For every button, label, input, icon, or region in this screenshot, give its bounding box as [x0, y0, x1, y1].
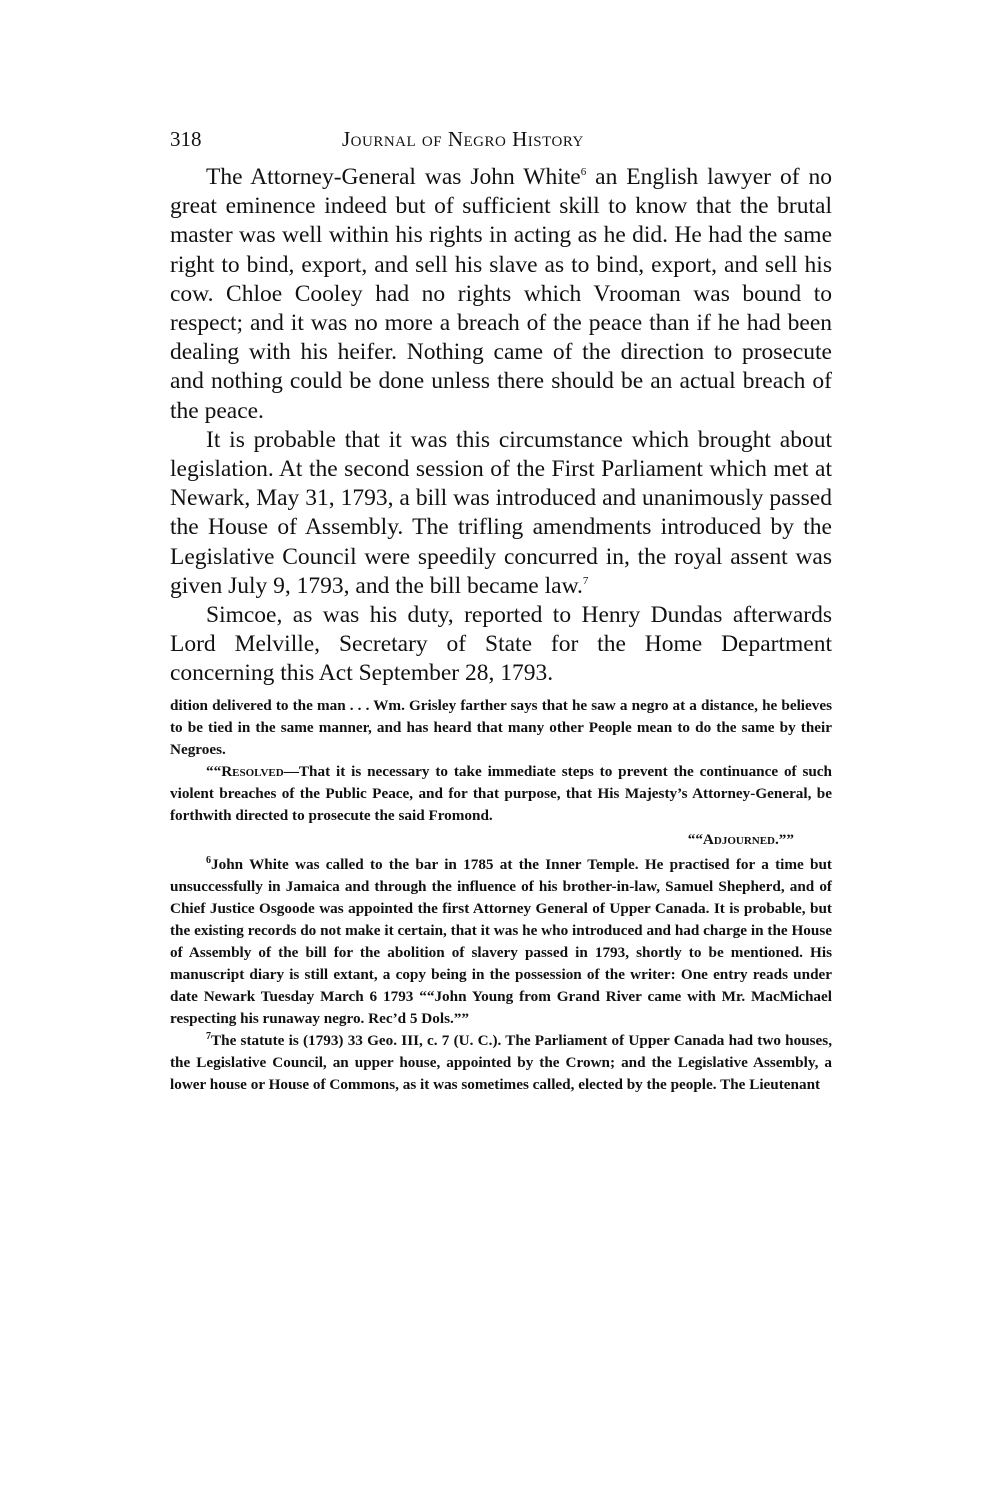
footnote-ref-7: 7: [582, 575, 589, 588]
paragraph-1: [170, 163, 832, 426]
document-page: [170, 127, 832, 1096]
footnote-7: [170, 1030, 832, 1096]
paragraph-2-text: It is probable that it was this circumstance which brought about legislation. At the second session of the First Parliament which met at Newark, May 31, 1793, a bill was introduced and unanimously passed the House of Assembly. The trifling amendments introduced by the Legislative Council were speedily concurred in, the royal assent was given July 9, 1793, and the bill became law.: [170, 426, 832, 599]
body-text: [170, 163, 832, 689]
footnote-6-text: John White was called to the bar in 1785 at the Inner Temple. He practised for a time but unsuccessfully in Jamaica and through the influence of his brother-in-law, Samuel Shepherd, and of Chief Justice Osgoode was appointed the first Attorney General of Upper Canada. It is probable, but the existing records do not make it certain, that it was he who introduced and had charge in the House of Assembly of the bill for the abolition of slavery passed in 1793, shortly to be mentioned. His manuscript diary is still extant, a copy being in the possession of the writer: One entry reads under date Newark Tuesday March 6 1793 ““John Young from Grand River came with Mr. MacMichael respecting his runaway negro. Rec’d 5 Dols.””: [170, 855, 832, 1027]
footnote-6: [170, 854, 832, 1030]
paragraph-2: [170, 426, 832, 601]
paragraph-3-text: Simcoe, as was his duty, reported to Henry Dundas afterwards Lord Melville, Secretary of State for the Home Department concerning this Act September 28, 1793.: [170, 602, 832, 687]
resolution-text: —That it is necessary to take immediate steps to prevent the continuance of such violent breaches of the Public Peace, and for that purpose, that His Majesty’s Attorney-General, be forthwith directed to prosecute the said Fromond.: [170, 762, 832, 824]
journal-title: Journal of Negro History: [342, 127, 584, 151]
footnote-continuation: dition delivered to the man . . . Wm. Grisley farther says that he saw a negro at a distance, he believes to be tied in the same manner, and has heard that many other People mean to do the same by their Negroes.: [170, 696, 832, 758]
resolution: [170, 761, 832, 827]
footnotes: [170, 695, 832, 1096]
running-head: [170, 127, 832, 163]
footnote-7-text: The statute is (1793) 33 Geo. III, c. 7 (U. C.). The Parliament of Upper Canada had two houses, the Legislative Council, an upper house, appointed by the Crown; and the Legislative Assembly, a lower house or House of Commons, as it was sometimes called, elected by the people. The Lieutenant: [170, 1031, 832, 1093]
adjourned-line: ““Adjourned.””: [687, 830, 794, 848]
page-number: 318: [170, 127, 202, 151]
paragraph-3: [170, 601, 832, 689]
resolved-word: ““Resolved: [206, 762, 284, 780]
paragraph-1-text-b: an English lawyer of no great eminence indeed but of sufficient skill to know that the brutal master was well within his rights in acting as he did. He had the same right to bind, export, and sell his slave as to bind, export, and sell his cow. Chloe Cooley had no rights which Vrooman was bound to respect; and it was no more a breach of the peace than if he had been dealing with his heifer. Nothing came of the direction to prosecute and nothing could be done unless there should be an actual breach of the peace.: [170, 164, 832, 424]
footnote-7-mark: 7: [206, 1030, 211, 1042]
footnote-ref-6: 6: [580, 166, 587, 179]
footnote-6-mark: 6: [206, 854, 211, 866]
paragraph-1-text-a: The Attorney-General was John White: [206, 164, 581, 190]
